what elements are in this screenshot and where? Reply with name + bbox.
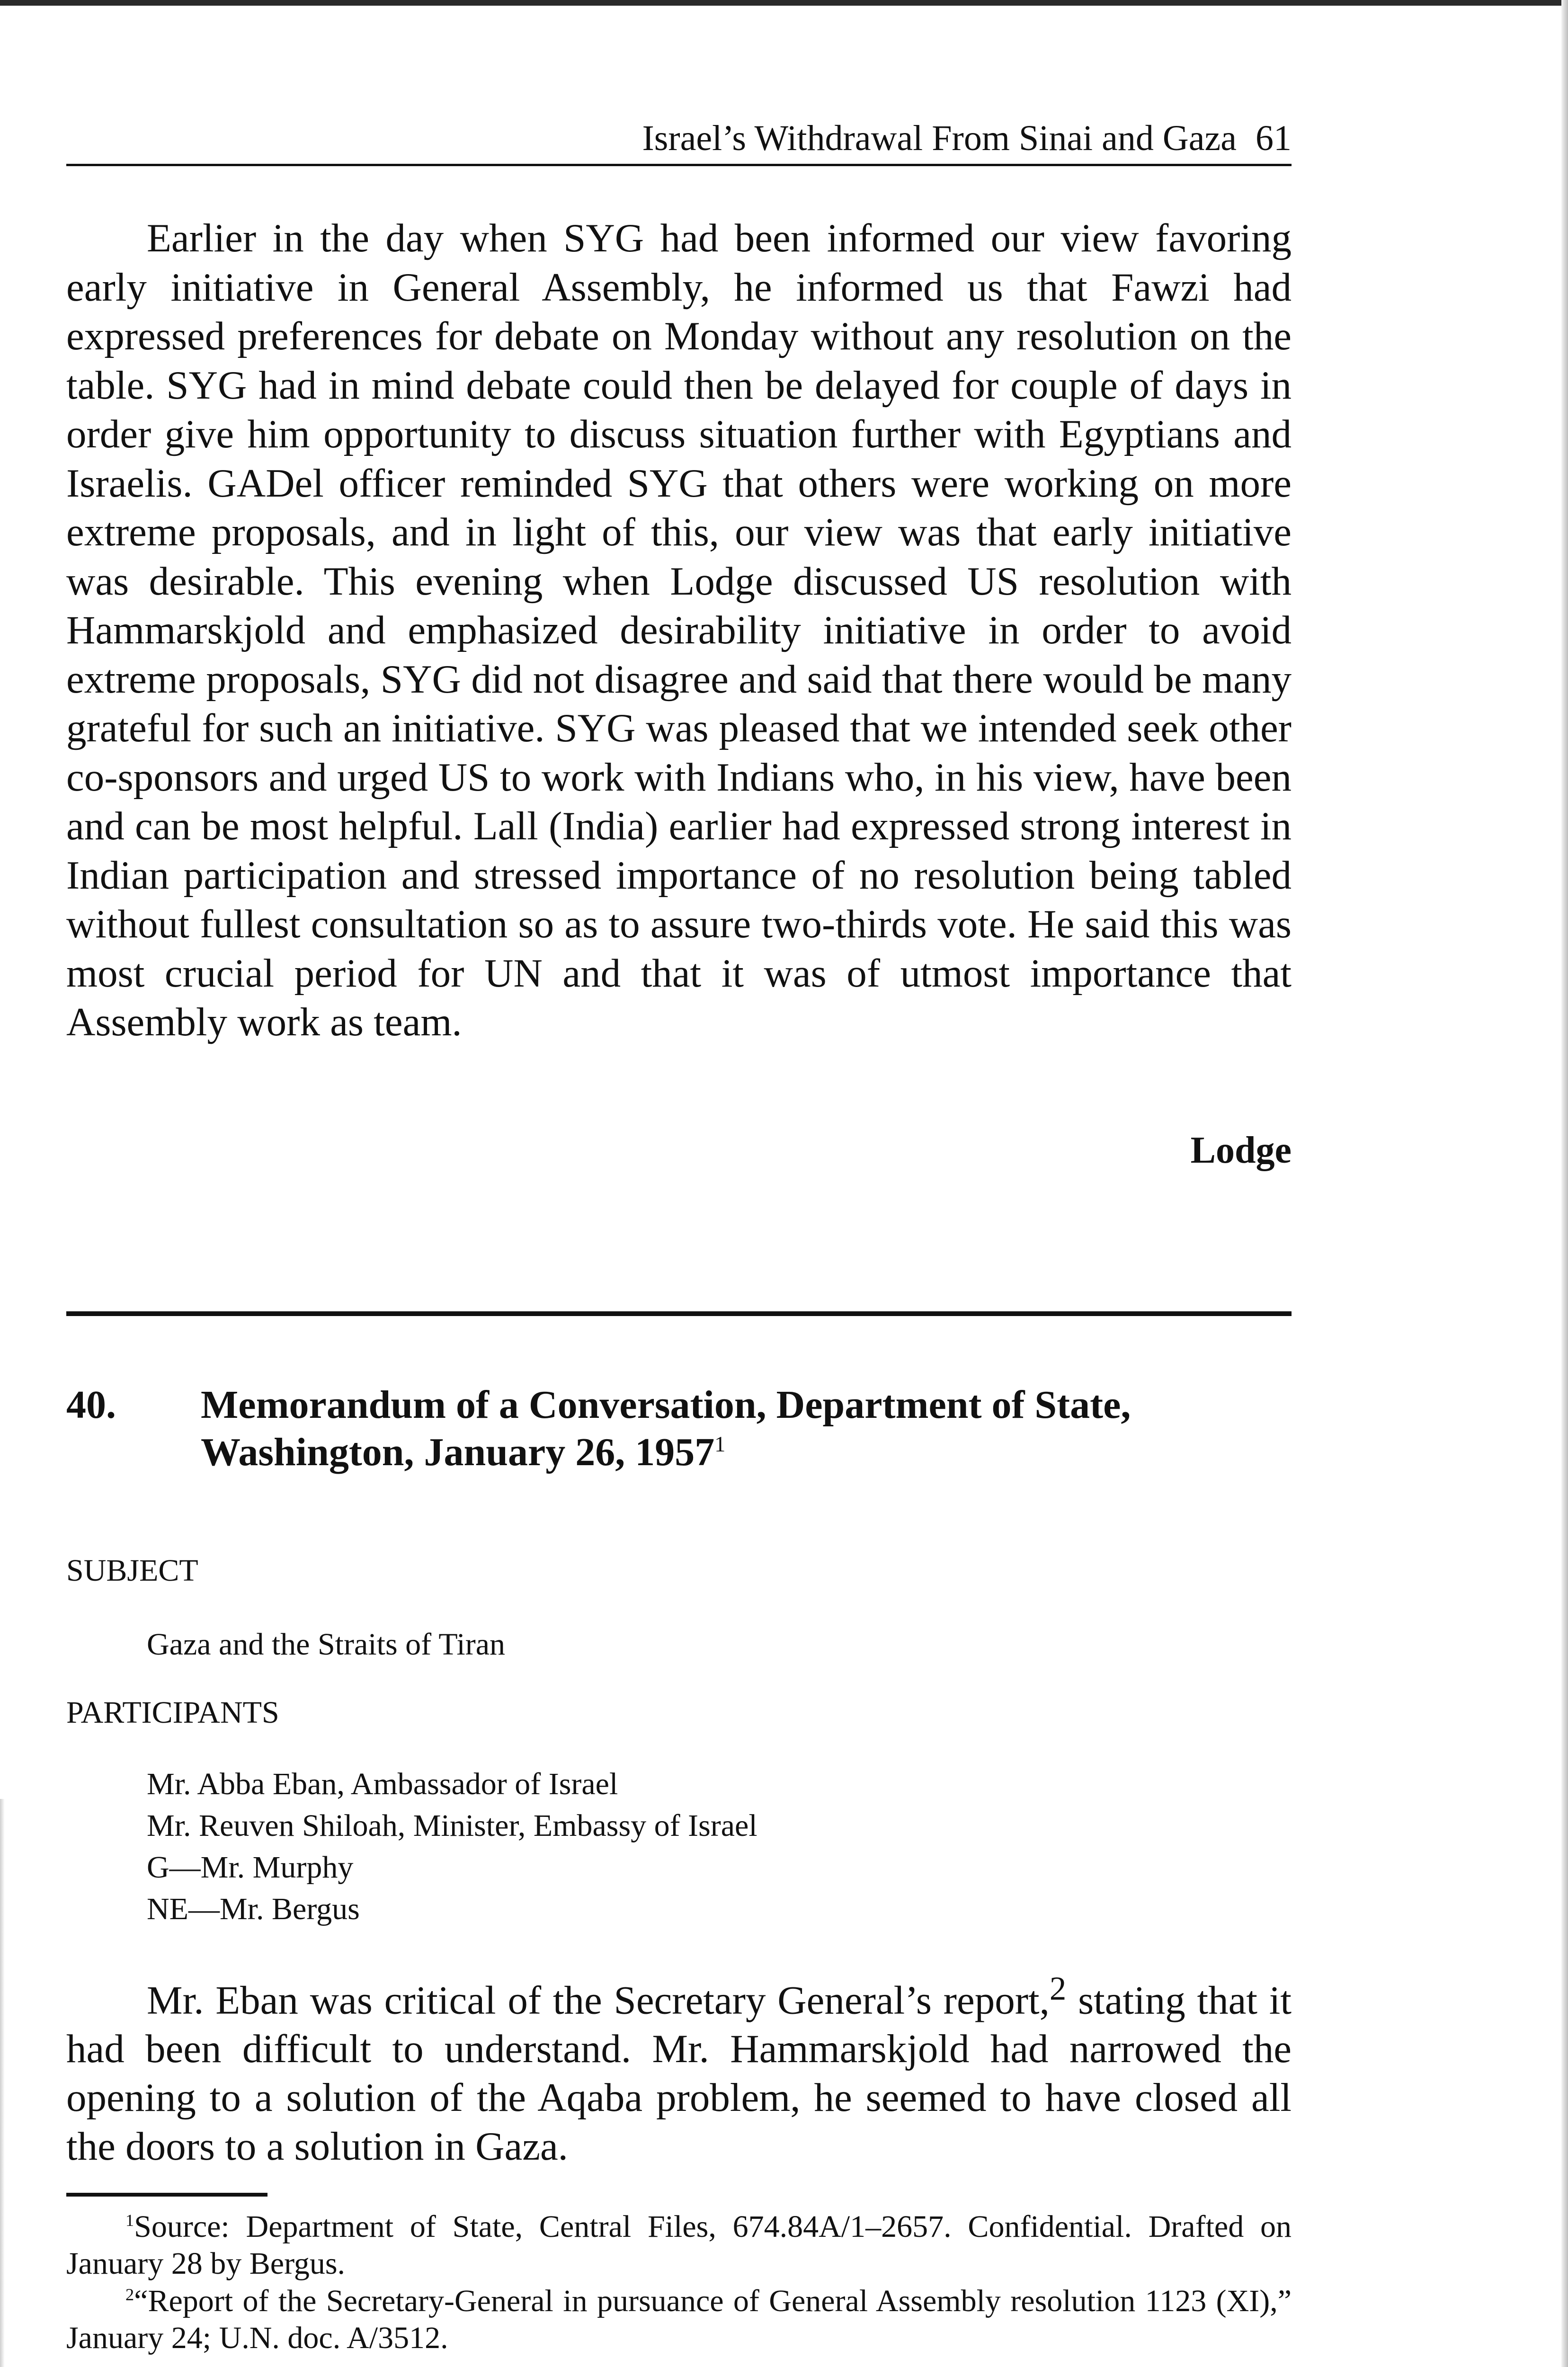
telegram-paragraph: Earlier in the day when SYG had been informed our view favoring early initiative in General Assembly, he informed us that Fawzi had expressed preferences for debate on Monday without any resolution on the table. SYG had in mind debate could then be delayed for couple of days in order give him opportunity to discuss situation further with Egyptians and Israelis. GADel officer reminded SYG that others were working on more extreme proposals, and in light of this, our view was that early initiative was desirable. This evening when Lodge discussed US resolution with Hammarskjold and emphasized desirability initiative in order to avoid extreme proposals, SYG did not disagree and said that there would be many grateful for such an initiative. SYG was pleased that we intended seek other co-sponsors and urged US to work with Indians who, in his view, have been and can be most helpful. Lall (India) earlier had expressed strong interest in Indian participation and stressed importance of no resolution being tabled without fullest consultation so as to assure two-thirds vote. He said this was most crucial period for UN and that it was of utmost importance that Assembly work as team. [66,216,1292,1044]
scan-top-edge [0,0,1568,6]
document-title-line-1: Memorandum of a Conversation, Department of State, [201,1383,1131,1427]
page-number: 61 [1256,118,1292,158]
participant-item: G—Mr. Murphy [147,1850,354,1885]
footnote-2-marker: 2 [125,2285,134,2304]
title-footnote-ref: 1 [714,1432,726,1456]
participant-item: NE—Mr. Bergus [147,1892,360,1926]
footnote-ref-2: 2 [1049,1970,1067,2007]
document-title-line-2: Washington, January 26, 1957 [201,1430,715,1474]
running-head-title: Israel’s Withdrawal From Sinai and Gaza [642,118,1237,158]
document-number: 40. [66,1383,116,1427]
scan-right-edge [1561,0,1568,2367]
section-divider [66,1311,1292,1316]
memorandum-paragraph [66,1965,1292,2171]
footnote-rule [66,2193,267,2197]
participants-label: PARTICIPANTS [66,1695,279,1730]
subject-label: SUBJECT [66,1553,198,1588]
scan-left-edge [0,1799,5,2367]
participants-list [147,1763,757,1930]
footnote-1 [66,2208,1292,2282]
participant-item: Mr. Reuven Shiloah, Minister, Embassy of Israel [147,1808,757,1843]
signature: Lodge [1190,1130,1292,1171]
footnote-2-text: “Report of the Secretary-General in pursuance of General Assembly resolution 1123 (XI),” January 24; U.N. doc. A/3512. [66,2284,1292,2355]
document-title [201,1381,1290,1476]
subject-value: Gaza and the Straits of Tiran [147,1627,506,1662]
memorandum-paragraph-start: Mr. Eban was critical of the Secretary General’s report, [147,1978,1050,2023]
footnote-1-text: Source: Department of State, Central Files, 674.84A/1–2657. Confidential. Drafted on January 28 by Bergus. [66,2209,1292,2281]
memorandum-paragraph-rest: stating that it had been difficult to understand. Mr. Hammarskjold had narrowed the opening to a solution of the Aqaba problem, he seemed to have closed all the doors to a solution in Gaza. [66,1978,1292,2169]
participant-item: Mr. Abba Eban, Ambassador of Israel [147,1767,618,1801]
footnote-1-marker: 1 [125,2211,134,2230]
footnote-2 [66,2283,1292,2357]
running-head [66,113,1292,166]
